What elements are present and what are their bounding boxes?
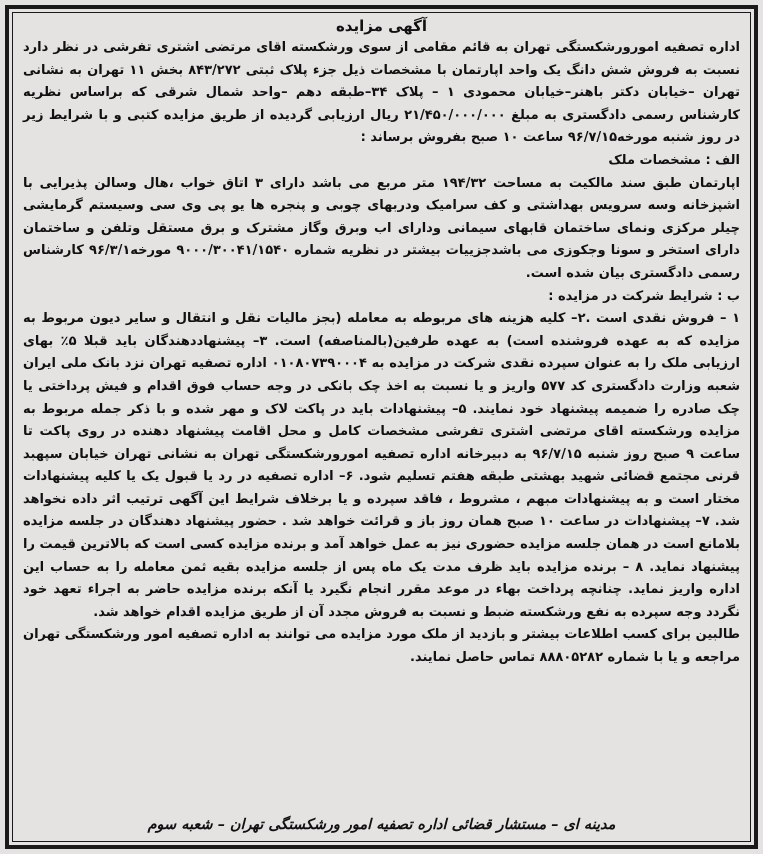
section-a-heading: الف : مشخصات ملک [608,152,740,168]
section-b-heading: ب : شرایط شرکت در مزایده : [548,288,740,304]
section-b-paragraph: ۱ – فروش نقدی است .۲– کلیه هزینه های مربوطه به معامله (بجز مالیات نقل و انتقال و سایر دیون مربوط به مزایده که به عهده فروشنده است) به عهده طرفین(بالمناصفه) است. ۳– پیشنهاددهندگان باید قبلا ۵٪ بهای ارزیابی ملک را به عنوان سپرده نقدی شرکت در مزایده به ۰۱۰۸۰۷۳۹۰۰۰۴ اداره تصفیه تهران نزد بانک ملی ایران شعبه وزارت دادگستری کد ۵۷۷ واریز و یا نسبت به اخذ چک بانکی در وجه حساب فوق اقدام و فیش پرداختی یا چک صادره را ضمیمه پیشنهاد خود نمایند. ۵– پیشنهادات باید در پاکت لاک و مهر شده و با ذکر جمله مربوط به مزایده ورشکسته اقای مرتضی اشتری تفرشی مشخصات کامل و محل اقامت پیشنهاد دهنده در روی پاکت تا ساعت ۹ صبح روز شنبه ۹۶/۷/۱۵ به دبیرخانه اداره تصفیه امورورشکستگی تهران به نشانی تهران خیابان سپهبد قرنی مجتمع قضائی شهید بهشتی طبقه هفتم تسلیم شود. ۶– اداره تصفیه در رد یا قبول یک یا کلیه پیشنهادات مختار است و به پیشنهادات مبهم ، مشروط ، فاقد سپرده و یا برخلاف شرایط این آگهی ترتیب اثر داده نخواهد شد. ۷– پیشنهادات در ساعت ۱۰ صبح همان روز باز و قرائت خواهد شد . حضور پیشنهاد دهندگان در جلسه مزایده بلامانع است در همان جلسه مزایده حضوری نیز به عمل خواهد آمد و برنده مزایده کسی است که بالاترین قیمت را پیشنهاد نماید. ۸ – برنده مزایده باید ظرف مدت یک ماه پس از جلسه مزایده بقیه ثمن معامله را به حساب این اداره واریز نماید. چنانچه پرداخت بهاء در موعد مقرر انجام نگیرد یا آنکه برنده مزایده حاضر به اجراء تعهد خود نگردد وجه سپرده به نفع ورشکسته ضبط و نسبت به فروش مجدد آن از طریق مزایده اقدام خواهد شد. [23,311,741,620]
intro-paragraph: اداره تصفیه امورورشکستگی تهران به قائم مقامی از سوی ورشکسته اقای مرتضی اشتری تفرشی در نظر دارد نسبت به فروش شش دانگ یک واحد اپارتمان با مشخصات ذیل جزء پلاک ثبتی ۸۴۳/۲۷۲ بخش ۱۱ تهران به نشانی تهران –خیابان دکتر باهنر–خیابان محمودی ۱ – پلاک ۳۴–طبقه دهم –واحد شمال شرقی که براساس نظریه کارشناس رسمی دادگستری به مبلغ ۲۱/۴۵۰/۰۰۰/۰۰۰ ریال ارزیابی گردیده از طریق مزایده کتبی و با شرایط زیر در روز شنبه مورخه۹۶/۷/۱۵ ساعت ۱۰ صبح بفروش برساند : [23,40,740,146]
notice-body [23,37,740,670]
closing-paragraph: طالبین برای کسب اطلاعات بیشتر و بازدید از ملک مورد مزایده می توانند به اداره تصفیه امور ورشکستگی تهران مراجعه و یا با شماره ۸۸۸۰۵۲۸۲ تماس حاصل نمایند. [23,627,740,666]
notice-inner-border [12,12,751,842]
signature-line: مدینه ای – مستشار قضائی اداره تصفیه امور ورشکستگی تهران – شعبه سوم [147,816,616,833]
notice-outer-border [5,5,758,849]
notice-title: آگهی مزایده [335,17,428,35]
section-a-paragraph: اپارتمان طبق سند مالکیت به مساحت ۱۹۴/۳۲ متر مربع می باشد دارای ۳ اتاق خواب ،هال وسالن پذیرایی با اشپزخانه وسه سرویس بهداشتی و کف سرامیک ودربهای چوبی و پنجره ها یو پی وی سی وسیستم گرمایشی چیلر مرکزی ونمای ساختمان قابهای سیمانی ودارای اب وبرق وگاز مشترک و برق مستقل وتلفن و ساختمان دارای استخر و سونا وجکوزی می باشدجزییات بیشتر در نظریه شماره ۹۰۰۰/۳۰۰۴۱/۱۵۴۰ مورخه۹۶/۳/۱ کارشناس رسمی دادگستری بیان شده است. [23,175,741,281]
